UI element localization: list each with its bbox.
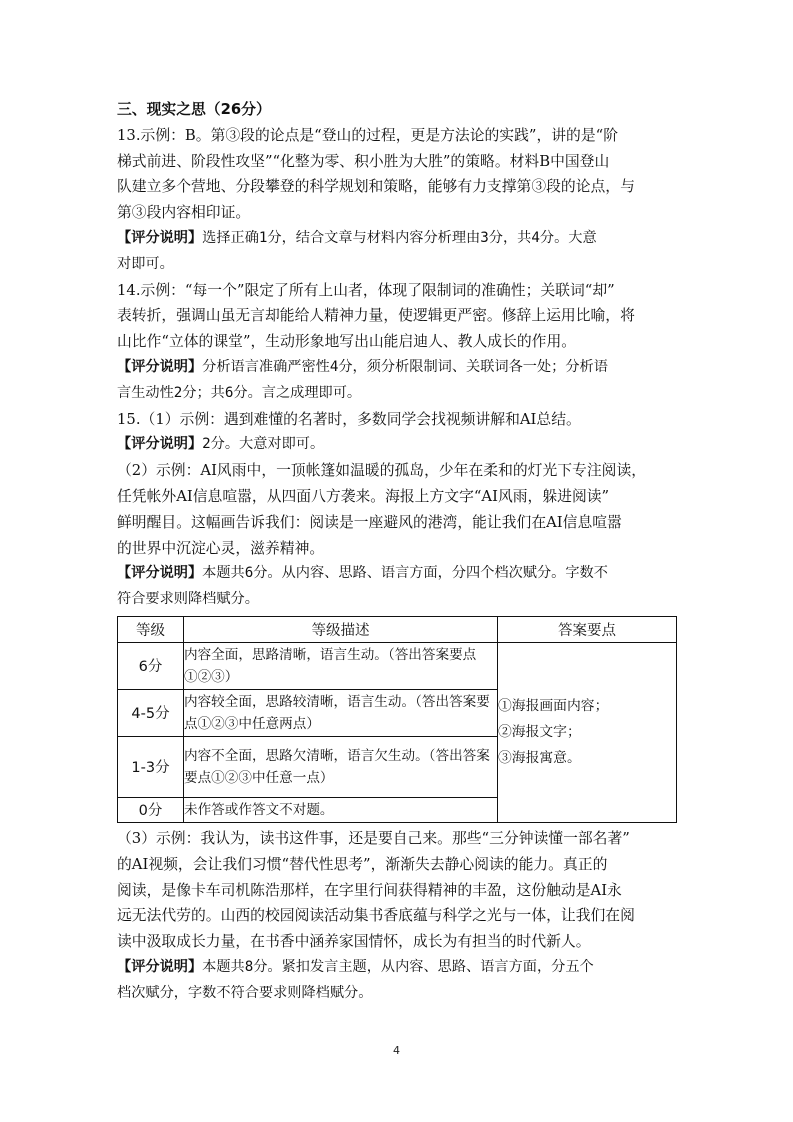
- q15-part3-line-4: 远无法代劳的。山西的校园阅读活动集书香底蕴与科学之光与一体，让我们在阅: [117, 907, 635, 925]
- q13-line-2: 梯式前进、阶段性攻坚”“化整为零、积小胜为大胜”的策略。材料B中国登山: [117, 152, 610, 170]
- q13-line-1: 13.示例：B。第③段的论点是“登山的过程，更是方法论的实践”，讲的是“阶: [117, 126, 619, 144]
- q14-note-text-2: 言生动性2分；共6分。言之成理即可。: [117, 384, 362, 401]
- q14-line-1: 14.示例：“每一个”限定了所有上山者，体现了限制词的准确性；关联词“却”: [117, 281, 615, 299]
- q15-part3-scoring-note: [117, 955, 677, 981]
- q13-note-text-2: 对即可。: [117, 255, 174, 272]
- q15-part2-note-text-1: 本题共6分。从内容、思路、语言方面，分四个档次赋分。字数不: [202, 565, 608, 582]
- key-points-cell: [498, 642, 677, 822]
- q15-part3-line-1: （3）示例：我认为，读书这件事，还是要自己来。那些“三分钟读懂一部名著”: [117, 829, 630, 847]
- header-level: 等级: [118, 616, 184, 642]
- header-description: 等级描述: [184, 616, 498, 642]
- key-point-3: ③海报寓意。: [498, 750, 581, 767]
- q15-part2-line-3: 鲜明醒目。这幅画告诉我们：阅读是一座避风的港湾，能让我们在AI信息喧嚣: [117, 513, 622, 531]
- level-cell: 4-5分: [118, 689, 184, 736]
- q15-part3-line-2: 的AI视频，会让我们习惯“替代性思考”，渐渐失去静心阅读的能力。真正的: [117, 855, 608, 873]
- level-cell: 1-3分: [118, 736, 184, 797]
- scoring-label: 【评分说明】: [117, 958, 203, 975]
- table-row: [118, 642, 677, 689]
- description-cell: 内容不全面，思路欠清晰，语言欠生动。（答出答案要点①②③中任意一点）: [184, 736, 498, 797]
- q15-part3-note-text-1: 本题共8分。紧扣发言主题，从内容、思路、语言方面，分五个: [202, 958, 594, 975]
- scoring-label: 【评分说明】: [117, 229, 203, 246]
- key-point-2: ②海报文字；: [498, 724, 581, 741]
- q15-part1-note-text: 2分。大意对即可。: [202, 436, 325, 453]
- key-point-1: ①海报画面内容；: [498, 698, 609, 715]
- q15-part2-line-2: 任凭帐外AI信息喧嚣，从四面八方袭来。海报上方文字“AI风雨，躲进阅读”: [117, 487, 610, 505]
- q15-part2-line-4: 的世界中沉淀心灵，滋养精神。: [117, 539, 325, 557]
- q13-note-text-1: 选择正确1分，结合文章与材料内容分析理由3分，共4分。大意: [202, 229, 597, 246]
- q14-line-3: 山比作“立体的课堂”，生动形象地写出山能启迪人、教人成长的作用。: [117, 333, 577, 351]
- scoring-label: 【评分说明】: [117, 358, 203, 375]
- q15-part3-note-text-2: 档次赋分，字数不符合要求则降档赋分。: [117, 984, 373, 1001]
- grading-table: [117, 616, 677, 823]
- q14-line-2: 表转折，强调山虽无言却能给人精神力量，使逻辑更严密。修辞上运用比喻，将: [117, 307, 635, 325]
- q15-part2-scoring-note: [117, 561, 677, 587]
- description-cell: 未作答或作答文不对题。: [184, 797, 498, 822]
- q13-line-4: 第③段内容相印证。: [117, 204, 251, 222]
- scoring-label: 【评分说明】: [117, 565, 203, 582]
- q13-scoring-note: [117, 226, 677, 252]
- description-cell: 内容全面，思路清晰，语言生动。（答出答案要点①②③）: [184, 642, 498, 689]
- q15-part2-note-text-2: 符合要求则降档赋分。: [117, 591, 259, 608]
- section-title: 三、现实之思（26分）: [117, 101, 271, 118]
- page-number: 4: [393, 1044, 400, 1057]
- scoring-label: 【评分说明】: [117, 436, 203, 453]
- table-header-row: [118, 616, 677, 642]
- level-cell: 0分: [118, 797, 184, 822]
- q14-note-text-1: 分析语言准确严密性4分，须分析限制词、关联词各一处；分析语: [202, 358, 608, 375]
- q15-part1-line: 15.（1）示例：遇到难懂的名著时，多数同学会找视频讲解和AI总结。: [117, 410, 581, 428]
- header-key-points: 答案要点: [498, 616, 677, 642]
- q14-scoring-note: [117, 355, 677, 381]
- q15-part2-line-1: （2）示例：AI风雨中，一顶帐篷如温暖的孤岛，少年在柔和的灯光下专注阅读，: [117, 462, 647, 480]
- level-cell: 6分: [118, 642, 184, 689]
- q15-part3-line-3: 阅读，是像卡车司机陈浩那样，在字里行间获得精神的丰盈，这份触动是AI永: [117, 881, 622, 899]
- q15-part1-scoring-note: [117, 432, 677, 458]
- answer-key-content: [117, 97, 677, 1007]
- q13-line-3: 队建立多个营地、分段攀登的科学规划和策略，能够有力支撑第③段的论点，与: [117, 178, 635, 196]
- q15-part3-line-5: 读中汲取成长力量，在书香中涵养家国情怀，成长为有担当的时代新人。: [117, 933, 591, 951]
- description-cell: 内容较全面，思路较清晰，语言生动。（答出答案要点①②③中任意两点）: [184, 689, 498, 736]
